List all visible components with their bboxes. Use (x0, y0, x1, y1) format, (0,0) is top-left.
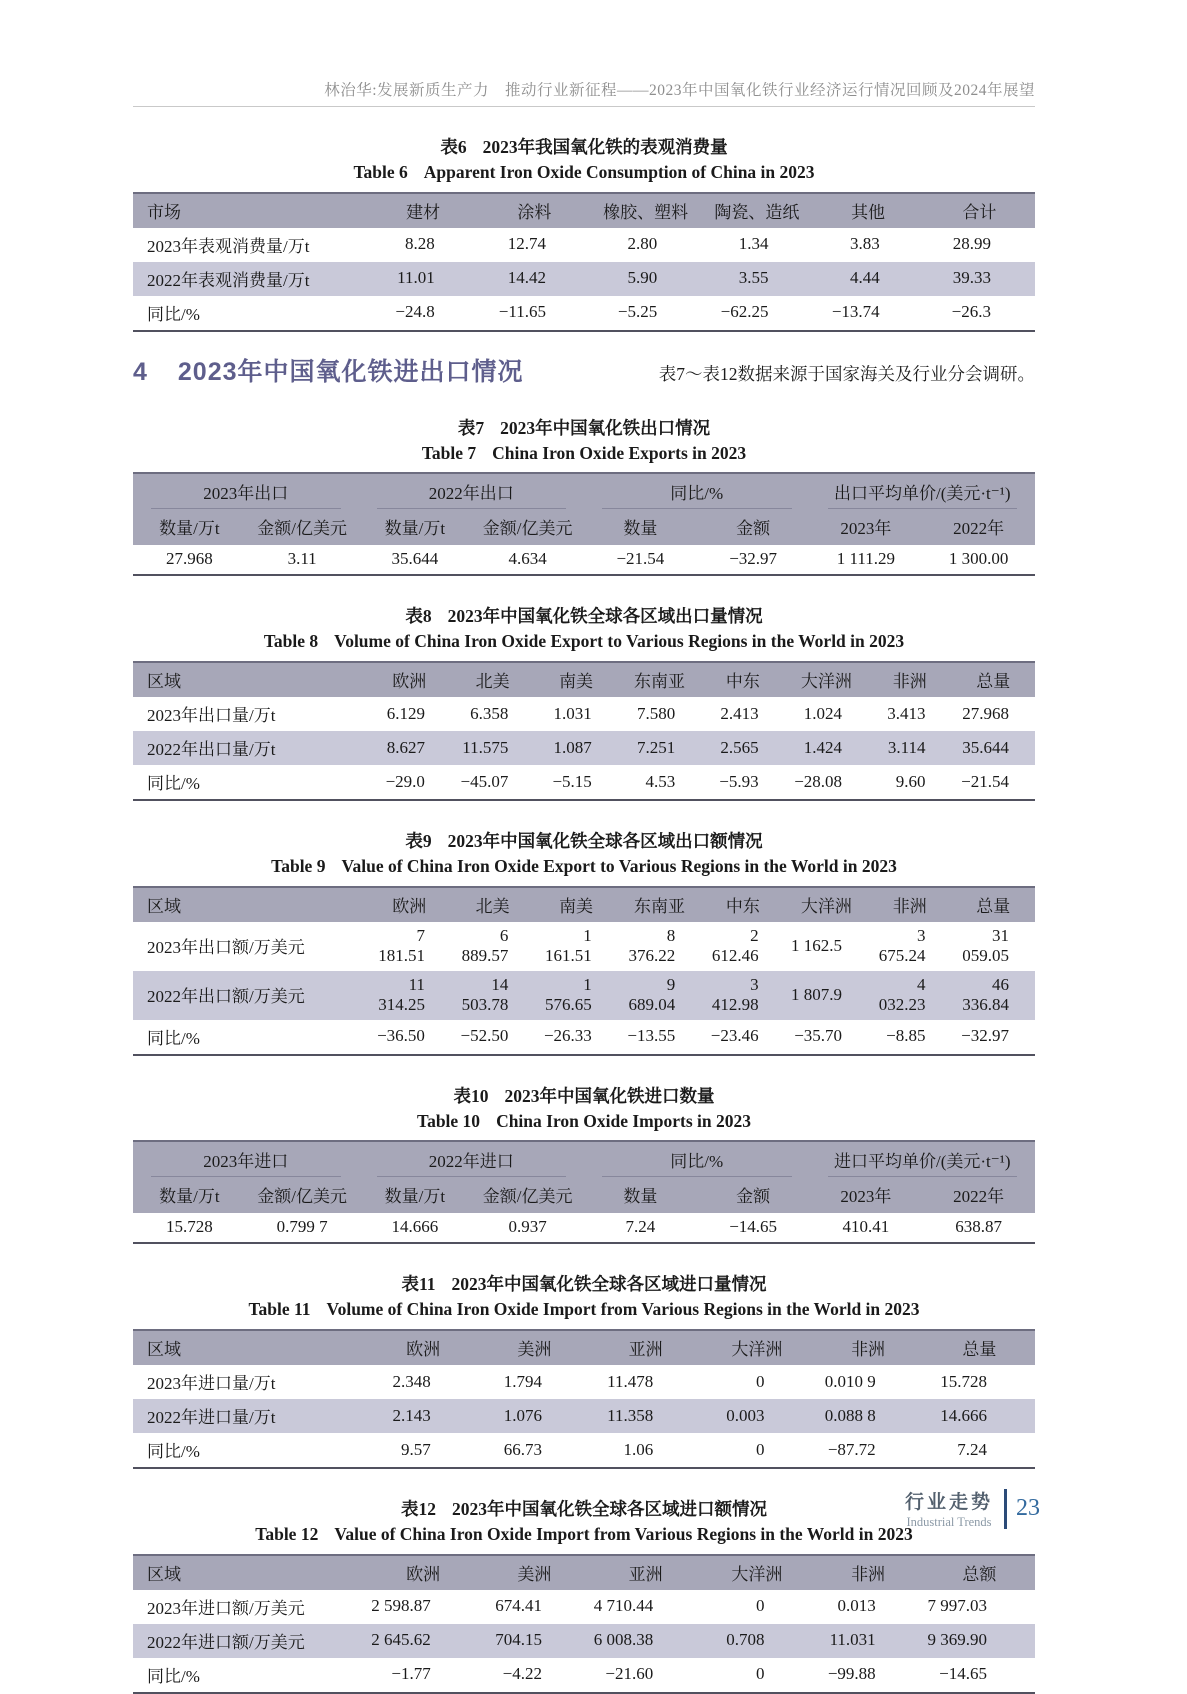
data-cell: 9 369.90 (924, 1624, 1035, 1658)
data-cell: 0 (755, 1664, 765, 1684)
data-cell: 410.41 (842, 1217, 890, 1237)
table-7 (133, 472, 1035, 576)
data-cell: 7 181.51 (378, 925, 425, 965)
header-cell: 2022年 (922, 509, 1035, 545)
table-label: 表8 (405, 606, 432, 627)
table12-title-cn (133, 1497, 1035, 1522)
data-cell: 27.968 (962, 703, 1009, 723)
row-label-cell: 2022年进口量/万t (133, 1399, 368, 1433)
header-cell: 金额/亿美元 (246, 1177, 359, 1213)
table10-title-en (133, 1109, 1035, 1134)
section-4-row (133, 352, 1035, 388)
table-row (133, 296, 1035, 331)
footer-divider (1004, 1489, 1007, 1529)
data-cell: −32.97 (961, 1026, 1009, 1046)
data-cell: −21.54 (616, 549, 665, 569)
page-footer (905, 1487, 1040, 1530)
data-cell: 1 300.00 (948, 549, 1009, 569)
table-10 (133, 1140, 1035, 1244)
data-cell: −14.65 (729, 1217, 778, 1237)
table-label: 表7 (457, 417, 485, 438)
header-cell: 中东 (701, 887, 784, 922)
header-cell: 欧洲 (368, 1330, 479, 1365)
table12-section (133, 1497, 1035, 1694)
table-row (133, 1365, 1035, 1399)
row-label-cell: 同比/% (147, 304, 200, 324)
table-title-text: Apparent Iron Oxide Consumption of China in 2023 (423, 161, 815, 182)
header-cell: 非洲 (868, 662, 951, 697)
data-cell: 8.28 (405, 234, 435, 254)
data-cell: 8.627 (368, 731, 451, 765)
data-cell: 6 889.57 (461, 925, 509, 965)
data-cell: 1.024 (803, 703, 843, 723)
data-cell: 674.41 (495, 1596, 542, 1616)
table6-title-en (133, 160, 1035, 185)
data-cell: −29.0 (385, 771, 425, 791)
data-cell: −1.77 (391, 1664, 431, 1684)
data-cell: 3.55 (701, 262, 812, 296)
header-cell: 亚洲 (590, 1555, 701, 1590)
data-cell: 1.424 (785, 731, 868, 765)
table-12 (133, 1554, 1035, 1694)
data-cell: 6 008.38 (590, 1624, 701, 1658)
table-label: 表6 (440, 137, 467, 157)
group-header-label: 2022年出口 (377, 479, 567, 509)
header-cell: 美洲 (479, 1555, 590, 1590)
data-cell: 4.53 (645, 771, 676, 791)
group-header-cell (359, 1141, 585, 1177)
table10-section (133, 1084, 1035, 1245)
header-cell: 欧洲 (368, 887, 451, 922)
table-title-text: 2023年中国氧化铁出口情况 (500, 417, 711, 438)
row-label-cell: 2023年出口量/万t (147, 706, 276, 726)
data-cell: 28.99 (952, 234, 991, 254)
data-cell: 0 (755, 1371, 765, 1391)
header-cell: 大洋洲 (785, 887, 868, 922)
data-cell: 0.799 7 (276, 1217, 328, 1237)
data-cell: 15.728 (940, 1371, 987, 1391)
group-header-label: 2023年进口 (151, 1147, 341, 1177)
data-cell: 4.634 (508, 549, 547, 569)
data-cell: 1.06 (623, 1439, 654, 1459)
data-cell: 11.478 (607, 1371, 654, 1391)
data-cell: −5.15 (552, 771, 592, 791)
data-cell: 1.087 (534, 731, 617, 765)
table-row (133, 765, 1035, 800)
header-cell: 大洋洲 (701, 1330, 812, 1365)
page-number: 23 (1016, 1495, 1040, 1521)
data-cell: 2 598.87 (371, 1596, 431, 1616)
group-header-cell (810, 473, 1036, 509)
footer-section-cn: 行业走势 (904, 1492, 993, 1513)
header-cell: 非洲 (812, 1330, 923, 1365)
table-title-text: Volume of China Iron Oxide Export to Various Regions in the World in 2023 (334, 631, 905, 652)
data-cell: −99.88 (827, 1664, 876, 1684)
table-9 (133, 886, 1035, 1056)
header-cell: 数量 (584, 509, 697, 545)
table-title-text: 2023年中国氧化铁全球各区域进口额情况 (452, 1499, 767, 1520)
data-cell: 0.937 (508, 1217, 547, 1237)
data-cell: 7.24 (957, 1439, 987, 1459)
data-cell: 0.088 8 (812, 1399, 923, 1433)
header-cell: 北美 (451, 887, 534, 922)
data-cell: 35.644 (391, 549, 439, 569)
header-cell: 亚洲 (590, 1330, 701, 1365)
table-row (133, 1624, 1035, 1658)
table-label: Table 11 (248, 1299, 311, 1320)
header-cell: 区域 (133, 1330, 368, 1365)
table6-title-cn (133, 135, 1035, 160)
data-cell: 2 645.62 (368, 1624, 479, 1658)
row-label-cell: 同比/% (147, 774, 200, 794)
data-cell: 46 336.84 (951, 971, 1035, 1020)
section-number: 4 (133, 357, 148, 386)
table-11 (133, 1329, 1035, 1469)
table-row (133, 731, 1035, 765)
table-label: Table 9 (271, 855, 326, 876)
data-cell: 1.031 (553, 703, 592, 723)
header-cell: 总量 (951, 662, 1035, 697)
footer-text (905, 1487, 993, 1530)
data-cell: 11.575 (451, 731, 534, 765)
data-cell: −5.25 (617, 302, 658, 322)
table-label: Table 7 (421, 442, 477, 463)
row-label-cell: 2022年表观消费量/万t (133, 262, 368, 296)
group-header-cell (359, 473, 585, 509)
table7-section (133, 416, 1035, 577)
group-header-cell (133, 473, 359, 509)
row-label-cell: 2023年进口量/万t (147, 1374, 276, 1394)
table-row (133, 697, 1035, 731)
header-cell: 金额/亿美元 (246, 509, 359, 545)
table-row (133, 1399, 1035, 1433)
data-cell: −45.07 (460, 771, 509, 791)
row-label-cell: 同比/% (147, 1028, 200, 1048)
data-cell: 1 807.9 (785, 971, 868, 1020)
data-cell: −14.65 (939, 1664, 987, 1684)
header-cell: 金额/亿美元 (471, 509, 584, 545)
header-cell: 总量 (924, 1330, 1035, 1365)
data-cell: 1.076 (479, 1399, 590, 1433)
row-label-cell: 2022年进口额/万美元 (133, 1624, 368, 1658)
header-cell: 美洲 (479, 1330, 590, 1365)
header-cell: 非洲 (868, 887, 951, 922)
header-cell: 金额/亿美元 (471, 1177, 584, 1213)
header-cell: 大洋洲 (701, 1555, 812, 1590)
table-row (133, 1213, 1035, 1243)
table-row (133, 1590, 1035, 1624)
table-title-text: Value of China Iron Oxide Export to Various Regions in the World in 2023 (341, 855, 897, 876)
table-row (133, 228, 1035, 262)
data-cell: 14.42 (479, 262, 590, 296)
table-label: Table 12 (255, 1523, 319, 1544)
header-cell: 建材 (368, 193, 479, 228)
table9-title-en (133, 854, 1035, 879)
data-cell: 8 376.22 (628, 925, 676, 965)
row-label-cell: 2022年出口额/万美元 (133, 971, 368, 1020)
header-cell: 南美 (534, 662, 617, 697)
data-cell: 11.358 (590, 1399, 701, 1433)
data-cell: 0 (755, 1439, 765, 1459)
data-cell: 11.031 (812, 1624, 923, 1658)
data-cell: 11.01 (368, 262, 479, 296)
table-title-text: 2023年中国氧化铁全球各区域出口量情况 (447, 606, 763, 627)
header-cell: 其他 (812, 193, 923, 228)
row-label-cell: 2023年出口额/万美元 (147, 938, 305, 958)
data-cell: 35.644 (951, 731, 1035, 765)
data-cell: 9.60 (895, 771, 926, 791)
table-label: Table 10 (417, 1110, 481, 1131)
header-cell: 数量 (584, 1177, 697, 1213)
data-cell: −28.08 (794, 771, 843, 791)
header-cell: 欧洲 (368, 1555, 479, 1590)
row-label-cell: 同比/% (147, 1666, 200, 1686)
section-4-heading (133, 352, 524, 388)
header-cell: 数量/万t (133, 509, 246, 545)
group-header-cell (133, 1141, 359, 1177)
table8-section (133, 604, 1035, 801)
data-cell: 2.143 (368, 1399, 479, 1433)
table-6 (133, 192, 1035, 332)
table8-title-cn (133, 604, 1035, 629)
data-cell: 14.666 (391, 1217, 439, 1237)
data-cell: 39.33 (924, 262, 1035, 296)
data-cell: 4.44 (812, 262, 923, 296)
data-cell: 3.413 (887, 703, 926, 723)
data-cell: −21.54 (961, 771, 1009, 791)
data-cell: 1.794 (503, 1371, 542, 1391)
table10-title-cn (133, 1084, 1035, 1109)
data-cell: 3.114 (868, 731, 951, 765)
table-title-text: Volume of China Iron Oxide Import from Various Regions in the World in 2023 (326, 1299, 920, 1320)
header-cell: 中东 (701, 662, 784, 697)
header-cell: 数量/万t (359, 509, 472, 545)
data-cell: 7.24 (625, 1217, 656, 1237)
table12-title-en (133, 1522, 1035, 1547)
header-cell: 非洲 (812, 1555, 923, 1590)
data-cell: 0.013 (837, 1596, 876, 1616)
data-cell: 2.80 (627, 234, 658, 254)
header-cell: 数量/万t (133, 1177, 246, 1213)
header-cell: 总额 (924, 1555, 1035, 1590)
data-cell: 1.34 (738, 234, 769, 254)
table-title-text: China Iron Oxide Imports in 2023 (496, 1110, 751, 1131)
data-cell: 704.15 (479, 1624, 590, 1658)
table-row (133, 545, 1035, 575)
group-header-label: 出口平均单价/(美元·t⁻¹) (828, 479, 1018, 509)
data-cell: 6.358 (470, 703, 509, 723)
table11-section (133, 1272, 1035, 1469)
row-label-cell: 2023年表观消费量/万t (147, 236, 310, 256)
header-cell: 数量/万t (359, 1177, 472, 1213)
header-cell: 东南亚 (618, 662, 701, 697)
header-cell: 区域 (133, 662, 368, 697)
row-label-cell: 同比/% (147, 1442, 200, 1462)
header-cell: 总量 (951, 887, 1035, 922)
data-cell: 3 675.24 (878, 925, 926, 965)
data-cell: 27.968 (166, 549, 213, 569)
data-cell: −35.70 (794, 1026, 843, 1046)
data-cell: −23.46 (710, 1026, 759, 1046)
table-title-text: Value of China Iron Oxide Import from Various Regions in the World in 2023 (334, 1523, 913, 1544)
table-title-text: 2023年中国氧化铁进口数量 (504, 1085, 715, 1106)
table9-section (133, 829, 1035, 1056)
table-title-text: 2023年我国氧化铁的表观消费量 (482, 137, 728, 157)
data-cell: −62.25 (720, 302, 769, 322)
row-label-cell: 2023年进口额/万美元 (147, 1598, 305, 1618)
data-cell: 0.010 9 (824, 1371, 876, 1391)
table-8 (133, 661, 1035, 801)
header-cell: 区域 (133, 887, 368, 922)
table-label: 表9 (405, 831, 432, 852)
table-row (133, 1433, 1035, 1468)
table-row (133, 1020, 1035, 1055)
table8-title-en (133, 629, 1035, 654)
table7-title-cn (133, 416, 1035, 441)
group-header-label: 2022年进口 (377, 1147, 567, 1177)
data-cell: 3 412.98 (701, 971, 784, 1020)
table-label: Table 8 (263, 631, 319, 652)
header-cell: 2023年 (810, 509, 923, 545)
header-cell: 2023年 (810, 1177, 923, 1213)
data-cell: 0.708 (701, 1624, 812, 1658)
running-head: 林治华:发展新质生产力 推动行业新征程——2023年中国氧化铁行业经济运行情况回顾及2024年展望 (324, 82, 1035, 99)
table11-title-cn (133, 1272, 1035, 1297)
header-cell: 2022年 (922, 1177, 1035, 1213)
group-header-label: 同比/% (602, 1147, 792, 1177)
group-header-label: 2023年出口 (151, 479, 341, 509)
header-cell: 金额 (697, 509, 810, 545)
header-cell: 金额 (697, 1177, 810, 1213)
footer-section-en: Industrial Trends (906, 1515, 992, 1529)
row-label-cell: 2022年出口量/万t (133, 731, 368, 765)
data-cell: −5.93 (719, 771, 759, 791)
group-header-cell (584, 1141, 810, 1177)
data-cell: −21.60 (605, 1664, 654, 1684)
data-cell: 2 612.46 (711, 925, 759, 965)
header-cell: 合计 (924, 193, 1035, 228)
data-cell: 1 111.29 (836, 549, 895, 569)
section-title: 2023年中国氧化铁进出口情况 (177, 357, 524, 386)
data-cell: 0 (755, 1596, 765, 1616)
header-cell: 南美 (534, 887, 617, 922)
table6-section (133, 135, 1035, 332)
data-cell: 14.666 (924, 1399, 1035, 1433)
table-row (133, 1658, 1035, 1693)
header-rule (133, 106, 1035, 107)
table-row (133, 922, 1035, 971)
data-cell: 2.565 (701, 731, 784, 765)
running-head-wrap (133, 78, 1035, 107)
data-cell: 4 032.23 (868, 971, 951, 1020)
data-cell: 9.57 (401, 1439, 431, 1459)
data-cell: −26.3 (951, 302, 991, 322)
data-cell: −87.72 (827, 1439, 876, 1459)
group-header-cell (584, 473, 810, 509)
table-label: 表11 (401, 1274, 436, 1295)
data-cell: 1 161.51 (545, 925, 592, 965)
data-cell: −36.50 (377, 1026, 425, 1046)
data-cell: −8.85 (886, 1026, 926, 1046)
header-cell: 橡胶、塑料 (590, 193, 701, 228)
header-cell: 市场 (133, 193, 368, 228)
data-cell: 2.348 (392, 1371, 431, 1391)
data-cell: 7 997.03 (927, 1596, 987, 1616)
table-row (133, 262, 1035, 296)
table9-title-cn (133, 829, 1035, 854)
data-cell: 15.728 (166, 1217, 213, 1237)
table-label: Table 6 (353, 161, 408, 182)
header-cell: 北美 (451, 662, 534, 697)
data-cell: −13.55 (627, 1026, 676, 1046)
data-cell: 66.73 (503, 1439, 542, 1459)
data-cell: 11 314.25 (368, 971, 451, 1020)
data-cell: 3.83 (849, 234, 880, 254)
data-cell: −32.97 (729, 549, 778, 569)
data-cell: 1 162.5 (791, 935, 843, 955)
table-title-text: China Iron Oxide Exports in 2023 (492, 442, 747, 463)
data-cell: 14 503.78 (451, 971, 534, 1020)
table-title-text: 2023年中国氧化铁全球各区域出口额情况 (447, 831, 763, 852)
data-cell: 0.003 (701, 1399, 812, 1433)
data-cell: 3.11 (287, 549, 317, 569)
data-cell: 5.90 (590, 262, 701, 296)
data-cell: 7.251 (618, 731, 701, 765)
data-cell: 1 576.65 (534, 971, 617, 1020)
data-cell: 31 059.05 (962, 925, 1009, 965)
header-cell: 东南亚 (618, 887, 701, 922)
table7-title-en (133, 441, 1035, 466)
data-cell: −24.8 (395, 302, 435, 322)
data-cell: 7.580 (636, 703, 676, 723)
header-cell: 涂料 (479, 193, 590, 228)
data-cell: −13.74 (831, 302, 880, 322)
section-note: 表7～表12数据来源于国家海关及行业分会调研。 (658, 363, 1035, 384)
table-title-text: 2023年中国氧化铁全球各区域进口量情况 (451, 1274, 767, 1295)
data-cell: 6.129 (386, 703, 425, 723)
data-cell: −26.33 (543, 1026, 592, 1046)
data-cell: 9 689.04 (618, 971, 701, 1020)
data-cell: 638.87 (955, 1217, 1002, 1237)
header-cell: 陶瓷、造纸 (701, 193, 812, 228)
data-cell: −4.22 (502, 1664, 542, 1684)
group-header-label: 进口平均单价/(美元·t⁻¹) (828, 1147, 1018, 1177)
table-label: 表10 (453, 1085, 489, 1106)
header-cell: 大洋洲 (785, 662, 868, 697)
table11-title-en (133, 1297, 1035, 1322)
data-cell: 12.74 (507, 234, 546, 254)
data-cell: −11.65 (498, 302, 546, 322)
header-cell: 欧洲 (368, 662, 451, 697)
data-cell: 2.413 (720, 703, 759, 723)
data-cell: −52.50 (460, 1026, 509, 1046)
header-cell: 区域 (133, 1555, 368, 1590)
group-header-cell (810, 1141, 1036, 1177)
table-row (133, 971, 1035, 1020)
data-cell: 4 710.44 (593, 1596, 654, 1616)
group-header-label: 同比/% (602, 479, 792, 509)
table-label: 表12 (401, 1499, 436, 1520)
